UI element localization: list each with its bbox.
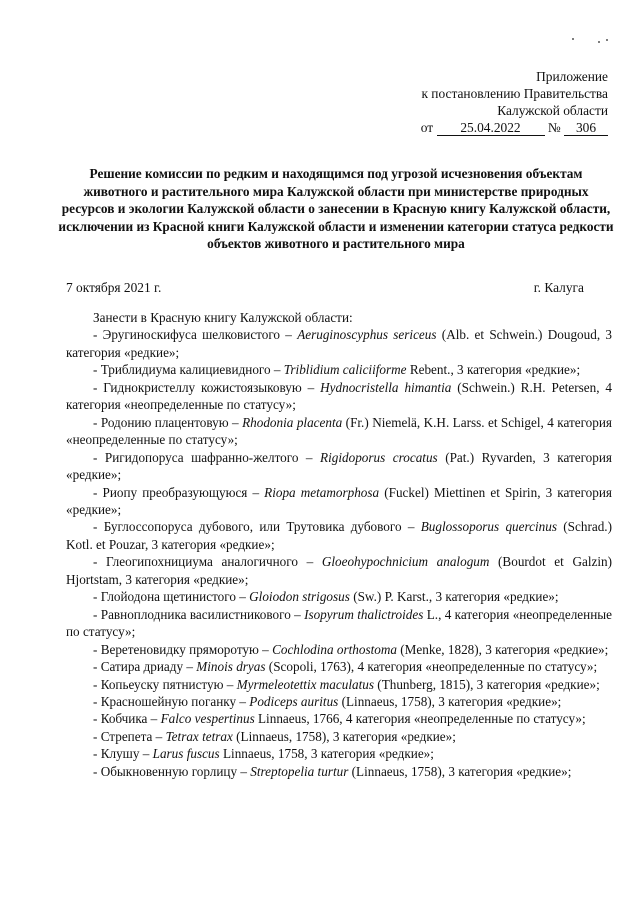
species-russian-name: - Глойодона щетинистого – bbox=[93, 589, 250, 605]
species-author-category: (Alb. et Schwein.) Dougoud, 3 категория «редкие»; bbox=[66, 327, 612, 360]
species-russian-name: - Кобчика – bbox=[93, 711, 161, 727]
species-author-category: L., 4 категория «неопределенные по статусу»; bbox=[66, 606, 612, 640]
species-latin-name: Rigidoporus crocatus bbox=[320, 449, 438, 465]
species-author-category: (Bourdot et Galzin) Hjortstam, 3 категория «редкие»; bbox=[66, 554, 612, 587]
species-entry bbox=[66, 361, 612, 378]
scan-speck bbox=[606, 39, 608, 41]
species-entry bbox=[66, 518, 612, 553]
species-entry bbox=[66, 745, 612, 762]
species-entry bbox=[66, 606, 612, 641]
species-latin-name: Hydnocristella himantia bbox=[320, 379, 452, 395]
appendix-header bbox=[421, 68, 608, 136]
document-body bbox=[66, 309, 612, 780]
number-label: № bbox=[547, 120, 561, 135]
species-russian-name: - Триблидиума калициевидного – bbox=[93, 362, 284, 378]
species-entry bbox=[66, 710, 612, 727]
species-latin-name: Gloeohypochnicium analogum bbox=[321, 554, 490, 570]
species-author-category: (Scopoli, 1763), 4 категория «неопределенные по статусу»; bbox=[265, 659, 598, 675]
species-latin-name: Minois dryas bbox=[196, 659, 266, 675]
species-latin-name: Buglossoporus quercinus bbox=[420, 519, 557, 535]
species-latin-name: Tetrax tetrax bbox=[165, 728, 233, 744]
scan-speck bbox=[598, 41, 600, 43]
species-entry bbox=[66, 676, 612, 693]
appendix-line-2: к постановлению Правительства bbox=[421, 86, 608, 101]
species-author-category: Linnaeus, 1758, 3 категория «редкие»; bbox=[219, 746, 434, 762]
species-entry bbox=[66, 658, 612, 675]
species-latin-name: Falco vespertinus bbox=[160, 711, 255, 727]
document-date: 7 октября 2021 г. bbox=[66, 280, 162, 295]
species-russian-name: - Буглоссопоруса дубового, или Трутовика дубового – bbox=[93, 519, 421, 535]
species-russian-name: - Ригидопоруса шафранно-желтого – bbox=[93, 449, 321, 465]
species-latin-name: Streptopelia turtur bbox=[250, 763, 349, 779]
species-author-category: (Linnaeus, 1758), 3 категория «редкие»; bbox=[338, 693, 562, 709]
species-russian-name: - Риопу преобразующуюся – bbox=[93, 484, 265, 500]
species-author-category: (Menke, 1828), 3 категория «редкие»; bbox=[396, 641, 609, 657]
species-entry bbox=[66, 641, 612, 658]
species-russian-name: - Глеогипохнициума аналогичного – bbox=[93, 554, 322, 570]
species-entry bbox=[66, 553, 612, 588]
species-russian-name: - Равноплодника василистникового – bbox=[93, 606, 305, 622]
intro-text: Занести в Красную книгу Калужской области: bbox=[93, 310, 353, 325]
species-entry bbox=[66, 588, 612, 605]
species-entry bbox=[66, 326, 612, 361]
species-latin-name: Isopyrum thalictroides bbox=[304, 606, 424, 622]
species-entry bbox=[66, 379, 612, 414]
species-author-category: (Fr.) Niemelä, K.H. Larss. et Schigel, 4 категория «неопределенные по статусу»; bbox=[66, 414, 612, 448]
species-russian-name: - Обыкновенную горлицу – bbox=[93, 763, 251, 779]
document-city: г. Калуга bbox=[533, 280, 584, 295]
species-russian-name: - Эругиноскифуса шелковистого – bbox=[93, 327, 298, 343]
document-meta bbox=[66, 280, 584, 296]
species-entry bbox=[66, 484, 612, 519]
species-latin-name: Gloiodon strigosus bbox=[249, 589, 350, 605]
species-russian-name: - Стрепета – bbox=[93, 728, 166, 744]
appendix-line-1: Приложение bbox=[536, 69, 608, 84]
species-entry bbox=[66, 693, 612, 710]
species-author-category: (Schrad.) Kotl. et Pouzar, 3 категория «редкие»; bbox=[66, 519, 612, 552]
species-entry bbox=[66, 414, 612, 449]
appendix-line-3: Калужской области bbox=[497, 103, 608, 118]
species-author-category: (Sw.) P. Karst., 3 категория «редкие»; bbox=[349, 589, 559, 605]
species-latin-name: Triblidium caliciiforme bbox=[283, 362, 407, 378]
document-title: Решение комиссии по редким и находящимся под угрозой исчезновения объектам животного и растительного мира Калужской области при министерстве природных ресурсов и экологии Калужской области о занесении в Красную книгу Калужской области, исключении из Красной книги Калужской области и изменении категории статуса редкости объектов животного и растительного мира bbox=[58, 166, 614, 251]
species-author-category: (Pat.) Ryvarden, 3 категория «редкие»; bbox=[66, 449, 612, 483]
species-latin-name: Myrmeleotettix maculatus bbox=[236, 676, 374, 692]
species-latin-name: Cochlodina orthostoma bbox=[272, 641, 397, 657]
from-label: от bbox=[420, 120, 434, 135]
species-author-category: Linnaeus, 1766, 4 категория «неопределенные по статусу»; bbox=[254, 711, 586, 727]
decree-date: 25.04.2022 bbox=[437, 121, 545, 136]
species-latin-name: Podiceps auritus bbox=[249, 693, 339, 709]
species-author-category: (Schwein.) R.H. Petersen, 4 категория «неопределенные по статусу»; bbox=[66, 379, 612, 413]
species-russian-name: - Сатира дриаду – bbox=[93, 659, 197, 675]
appendix-date-line bbox=[421, 119, 608, 136]
species-latin-name: Rhodonia placenta bbox=[242, 414, 343, 430]
species-author-category: (Fuckel) Miettinen et Spirin, 3 категория «редкие»; bbox=[66, 484, 612, 517]
species-russian-name: - Красношейную поганку – bbox=[93, 693, 250, 709]
decree-number: 306 bbox=[564, 121, 608, 136]
species-entry bbox=[66, 449, 612, 484]
species-latin-name: Aeruginoscyphus sericeus bbox=[297, 327, 437, 343]
species-entry bbox=[66, 763, 612, 780]
species-russian-name: - Клушу – bbox=[93, 746, 153, 762]
species-russian-name: - Родонию плацентовую – bbox=[93, 414, 243, 430]
species-russian-name: - Гиднокристеллу кожистоязыковую – bbox=[93, 379, 321, 395]
species-russian-name: - Веретеновидку пряморотую – bbox=[93, 641, 273, 657]
scan-speck bbox=[572, 38, 574, 40]
species-author-category: (Linnaeus, 1758), 3 категория «редкие»; bbox=[232, 728, 456, 744]
species-latin-name: Larus fuscus bbox=[152, 746, 220, 762]
species-entry bbox=[66, 728, 612, 745]
species-author-category: (Linnaeus, 1758), 3 категория «редкие»; bbox=[348, 763, 572, 779]
species-author-category: Rebent., 3 категория «редкие»; bbox=[406, 362, 581, 378]
species-author-category: (Thunberg, 1815), 3 категория «редкие»; bbox=[374, 676, 600, 692]
species-latin-name: Riopa metamorphosa bbox=[264, 484, 380, 500]
species-russian-name: - Копьеуску пятнистую – bbox=[93, 676, 237, 692]
